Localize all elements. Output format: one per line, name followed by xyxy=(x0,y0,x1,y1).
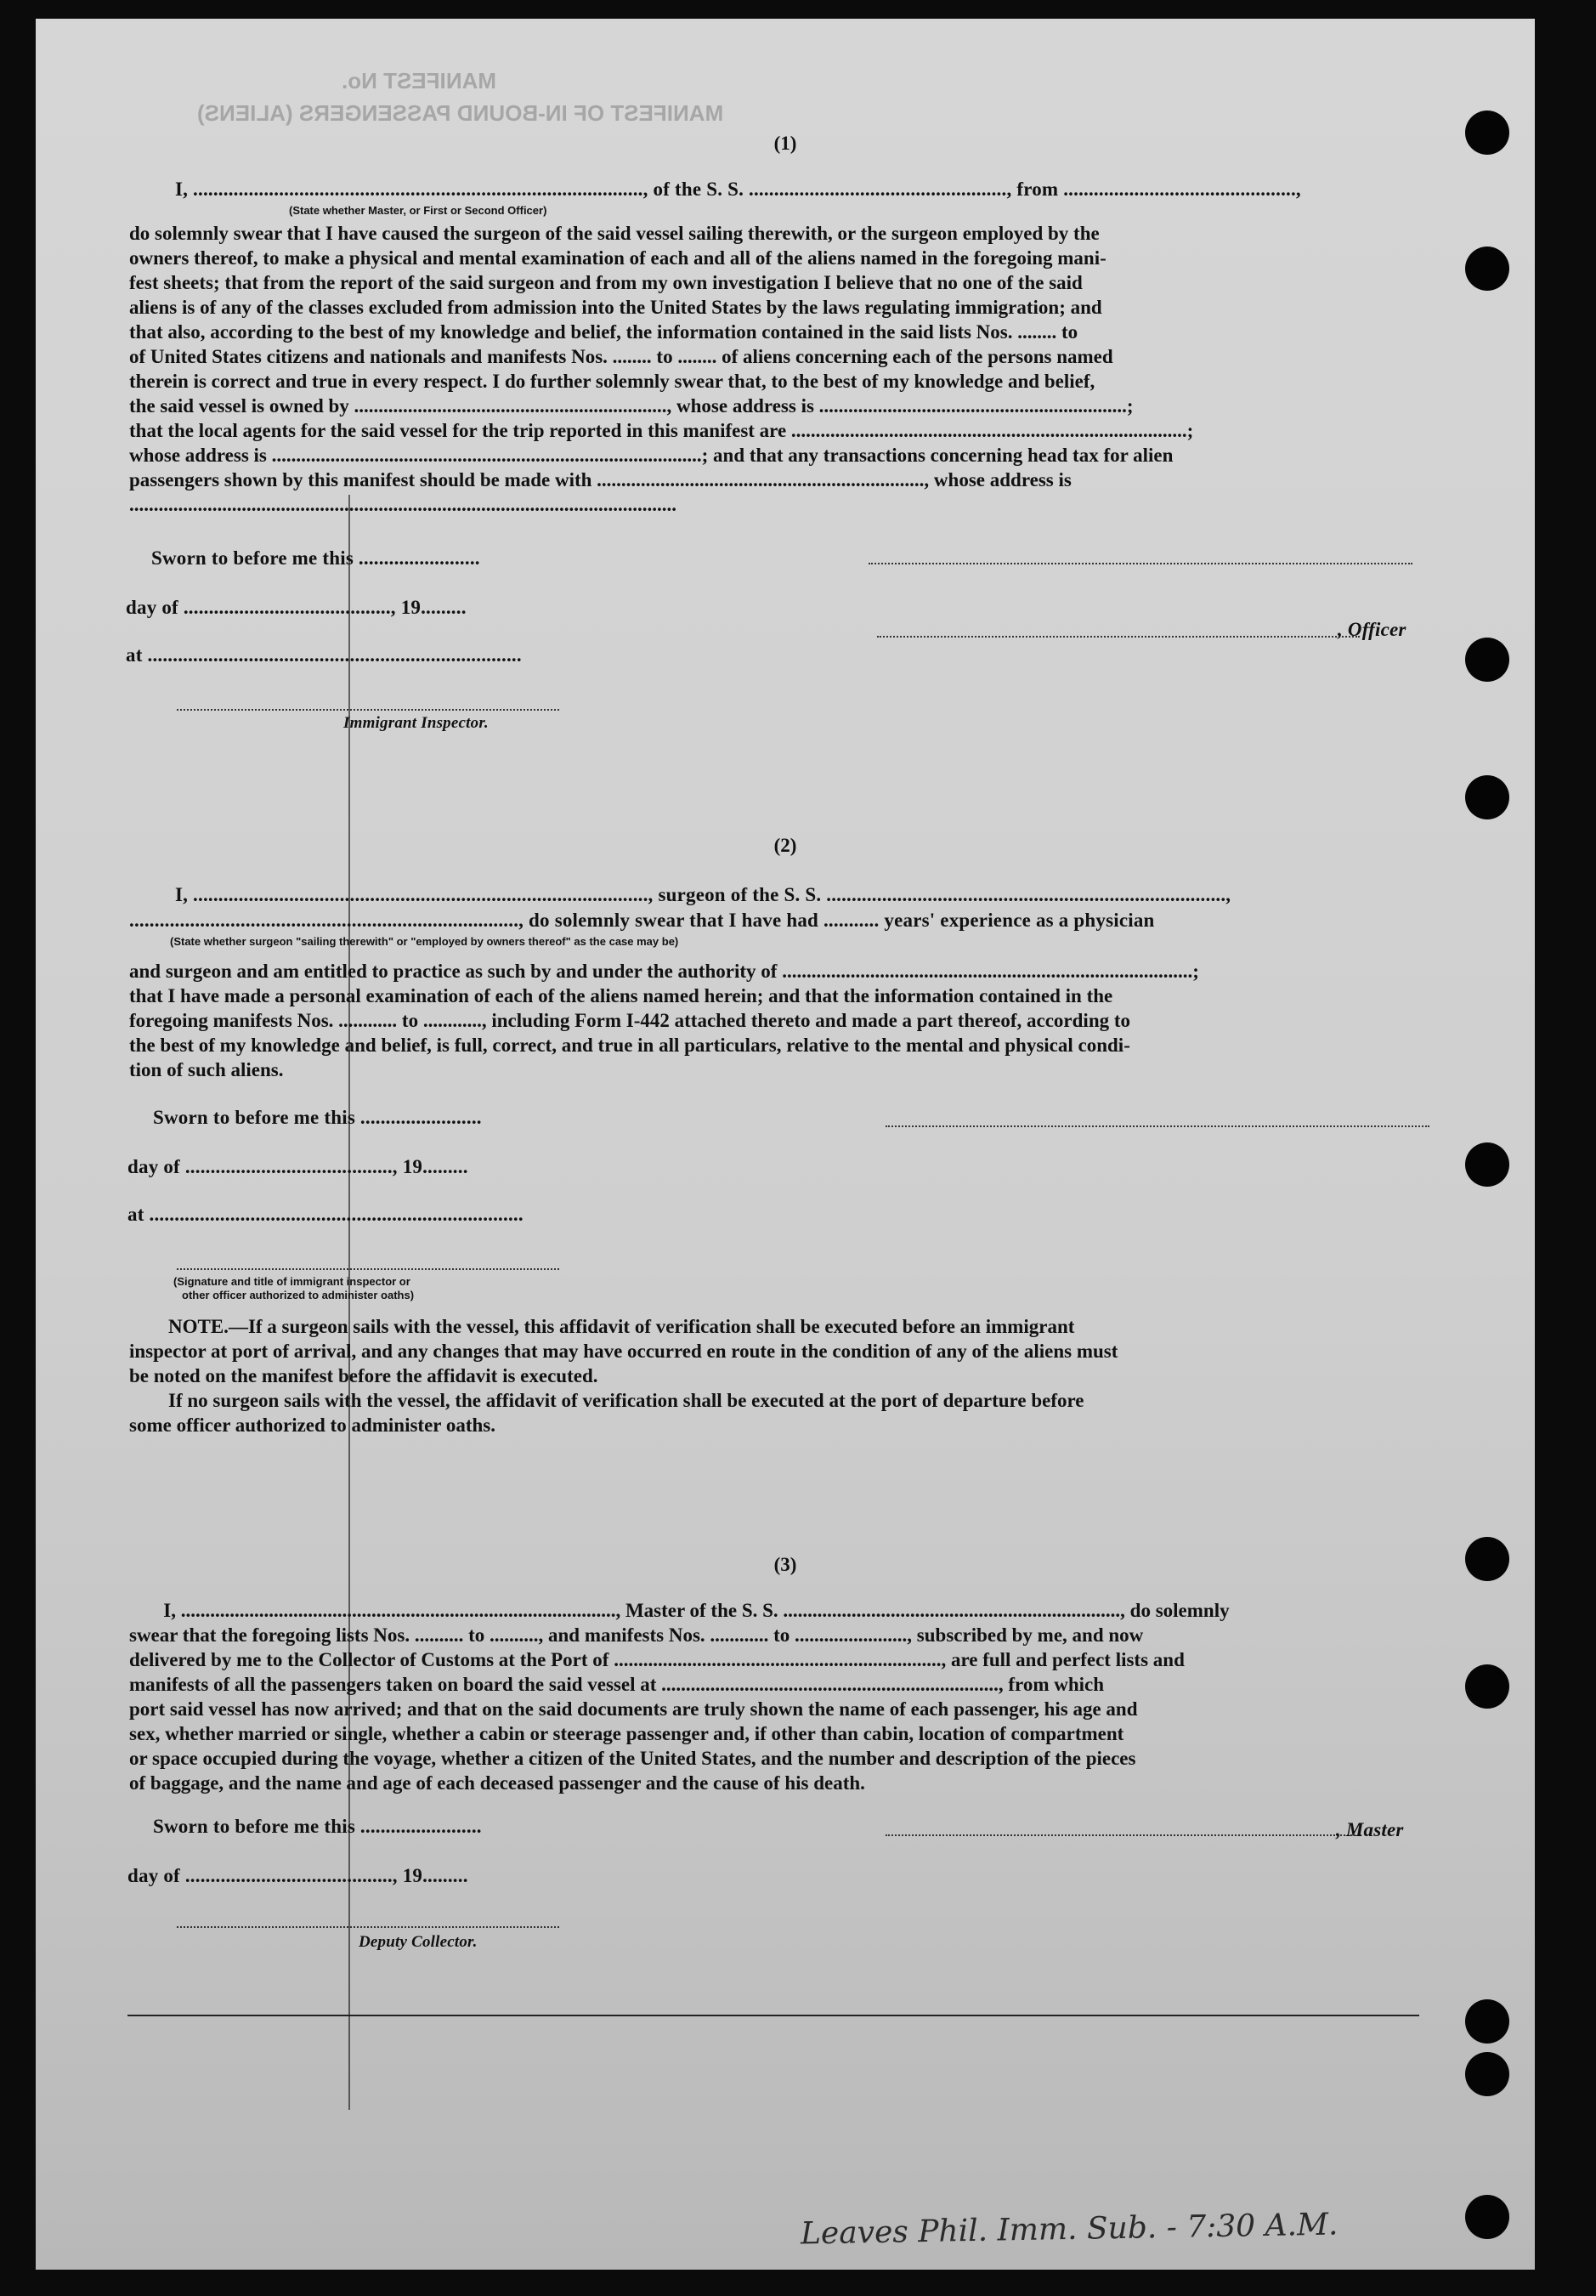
sec1-inspector-signature-line xyxy=(177,709,559,711)
sec1-sworn: Sworn to before me this ........................ xyxy=(151,547,480,569)
sec3-line: manifests of all the passengers taken on board the said vessel at ....................................................................., from which xyxy=(129,1674,1105,1695)
sec1-line: passengers shown by this manifest should be made with ..................................................................., whose address is xyxy=(129,469,1072,490)
sec3-line: sex, whether married or single, whether a cabin or steerage passenger and, if other than cabin, location of compartment xyxy=(129,1723,1124,1744)
sec2-line: that I have made a personal examination of each of the aliens named herein; and that the information contained in the xyxy=(129,985,1113,1006)
handwritten-notation: Leaves Phil. Imm. Sub. - 7:30 A.M. xyxy=(800,2207,1338,2252)
punch-hole xyxy=(1465,1142,1509,1187)
note-text: If no surgeon sails with the vessel, the affidavit of verification shall be executed at the port of departure before xyxy=(168,1390,1084,1411)
bottom-rule xyxy=(127,2015,1419,2016)
sec2-signature-note-1: (Signature and title of immigrant inspector or xyxy=(173,1275,410,1288)
sec1-oath-text xyxy=(129,221,1450,517)
sec1-line: fest sheets; that from the report of the said surgeon and from my own investigation I believe that no one of the said xyxy=(129,272,1083,293)
punch-hole xyxy=(1465,2195,1509,2239)
sec1-officer-note: (State whether Master, or First or Second Officer) xyxy=(289,204,547,217)
punch-hole xyxy=(1465,1664,1509,1709)
section-1-number: (1) xyxy=(773,133,797,154)
sec2-line: tion of such aliens. xyxy=(129,1059,284,1080)
bleed-title: MANIFEST OF IN-BOUND PASSENGERS (ALIENS) xyxy=(197,100,724,126)
note-label: NOTE. xyxy=(168,1316,229,1337)
note-text: —If a surgeon sails with the vessel, this affidavit of verification shall be executed before an immigrant xyxy=(228,1316,1075,1337)
manifest-page xyxy=(36,19,1535,2270)
sec1-line: that the local agents for the said vessel for the trip reported in this manifest are .................................................................................; xyxy=(129,420,1194,441)
punch-hole xyxy=(1465,775,1509,819)
sec1-day: day of ........................................., 19......... xyxy=(126,597,467,618)
bleed-manifest-no: MANIFEST No. xyxy=(342,68,496,94)
sec2-line: foregoing manifests Nos. ............ to ............, including Form I-442 attached thereto and made a part thereof, according to xyxy=(129,1010,1131,1031)
sec2-note xyxy=(129,1314,1450,1437)
sec1-line: owners thereof, to make a physical and mental examination of each and all of the aliens named in the foregoing mani- xyxy=(129,247,1106,269)
sec2-oath-line-1: I, .........................................................................................., surgeon of the S. S. ..............................................................................., xyxy=(175,884,1231,905)
punch-hole xyxy=(1465,247,1509,291)
sec2-line: and surgeon and am entitled to practice as such by and under the authority of ....................................................................................; xyxy=(129,961,1199,982)
punch-hole xyxy=(1465,638,1509,682)
section-3-number: (3) xyxy=(773,1554,797,1575)
punch-hole xyxy=(1465,1999,1509,2044)
sec2-note-line xyxy=(129,1314,1450,1339)
sec3-line: of baggage, and the name and age of each deceased passenger and the cause of his death. xyxy=(129,1772,865,1794)
sec2-oath-line-2: ............................................................................., do solemnly swear that I have had ........... years' experience as a physician xyxy=(129,910,1155,931)
sec3-line: or space occupied during the voyage, whether a citizen of the United States, and the number and description of the pieces xyxy=(129,1748,1136,1769)
sec2-signature-line xyxy=(177,1268,559,1270)
sec1-line: that also, according to the best of my knowledge and belief, the information contained in the said lists Nos. ........ to xyxy=(129,321,1078,343)
sec3-line: port said vessel has now arrived; and that on the said documents are truly shown the name of each passenger, his age and xyxy=(129,1698,1138,1720)
sec1-oath-line: I, ........................................................................................., of the S. S. ..................................................., from .............................................., xyxy=(175,179,1301,200)
sec2-line: the best of my knowledge and belief, is full, correct, and true in all particulars, relative to the mental and physical condi- xyxy=(129,1035,1130,1056)
sec1-officer-signature-line-1 xyxy=(869,563,1412,564)
sec2-note-line: inspector at port of arrival, and any changes that may have occurred en route in the condition of any of the aliens must xyxy=(129,1341,1118,1362)
sec1-officer-signature-line-2 xyxy=(877,636,1360,638)
sec3-oath-text xyxy=(129,1598,1450,1795)
sec2-note-line: be noted on the manifest before the affidavit is executed. xyxy=(129,1365,598,1386)
punch-hole xyxy=(1465,2052,1509,2096)
sec3-collector-title: Deputy Collector. xyxy=(359,1933,478,1951)
sec2-oath-text xyxy=(129,959,1450,1082)
sec1-line: the said vessel is owned by ................................................................, whose address is ...............................................................; xyxy=(129,395,1134,417)
sec1-at: at .......................................................................... xyxy=(126,644,522,666)
sec2-surgeon-note: (State whether surgeon "sailing therewith" or "employed by owners thereof" as the case may be) xyxy=(170,935,679,948)
sec1-line: aliens is of any of the classes excluded from admission into the United States by the laws regulating immigration; and xyxy=(129,297,1102,318)
sec2-note-line: some officer authorized to administer oaths. xyxy=(129,1414,495,1436)
sec2-note-line xyxy=(129,1388,1450,1413)
sec3-master-signature-line xyxy=(886,1834,1361,1836)
sec2-sworn: Sworn to before me this ........................ xyxy=(153,1107,482,1128)
sec3-sworn: Sworn to before me this ........................ xyxy=(153,1816,482,1837)
sec1-line: ................................................................................................................ xyxy=(129,494,676,515)
sec3-line: delivered by me to the Collector of Customs at the Port of ..................................................................., are full and perfect lists and xyxy=(129,1649,1185,1670)
section-2-number: (2) xyxy=(773,835,797,856)
sec3-line: swear that the foregoing lists Nos. .......... to .........., and manifests Nos. ............ to ......................., subscribed by me, and now xyxy=(129,1624,1144,1646)
sec3-day: day of ........................................., 19......... xyxy=(127,1865,468,1886)
sec3-master-title: , Master xyxy=(1336,1819,1404,1840)
sec2-day: day of ........................................., 19......... xyxy=(127,1156,468,1177)
sec1-inspector-title: Immigrant Inspector. xyxy=(343,714,489,732)
sec1-line: whose address is ........................................................................................; and that any transactions concerning head tax for alien xyxy=(129,445,1174,466)
sec3-collector-signature-line xyxy=(177,1926,559,1928)
sec1-line: therein is correct and true in every respect. I do further solemnly swear that, to the best of my knowledge and belief, xyxy=(129,371,1095,392)
sec1-line: do solemnly swear that I have caused the surgeon of the said vessel sailing therewith, or the surgeon employed by the xyxy=(129,223,1100,244)
sec1-line: of United States citizens and nationals and manifests Nos. ........ to ........ of aliens concerning each of the persons named xyxy=(129,346,1113,367)
sec2-at: at .......................................................................... xyxy=(127,1204,524,1225)
sec1-officer-title: , Officer xyxy=(1338,619,1406,640)
sec3-line xyxy=(129,1598,1450,1623)
sec2-signature-note-2: other officer authorized to administer oaths) xyxy=(182,1289,415,1301)
sec3-first: I, ........................................................................................., Master of the S. S. ....................................................................., do solemnly xyxy=(163,1600,1230,1621)
sec2-surgeon-signature-line xyxy=(886,1125,1429,1127)
